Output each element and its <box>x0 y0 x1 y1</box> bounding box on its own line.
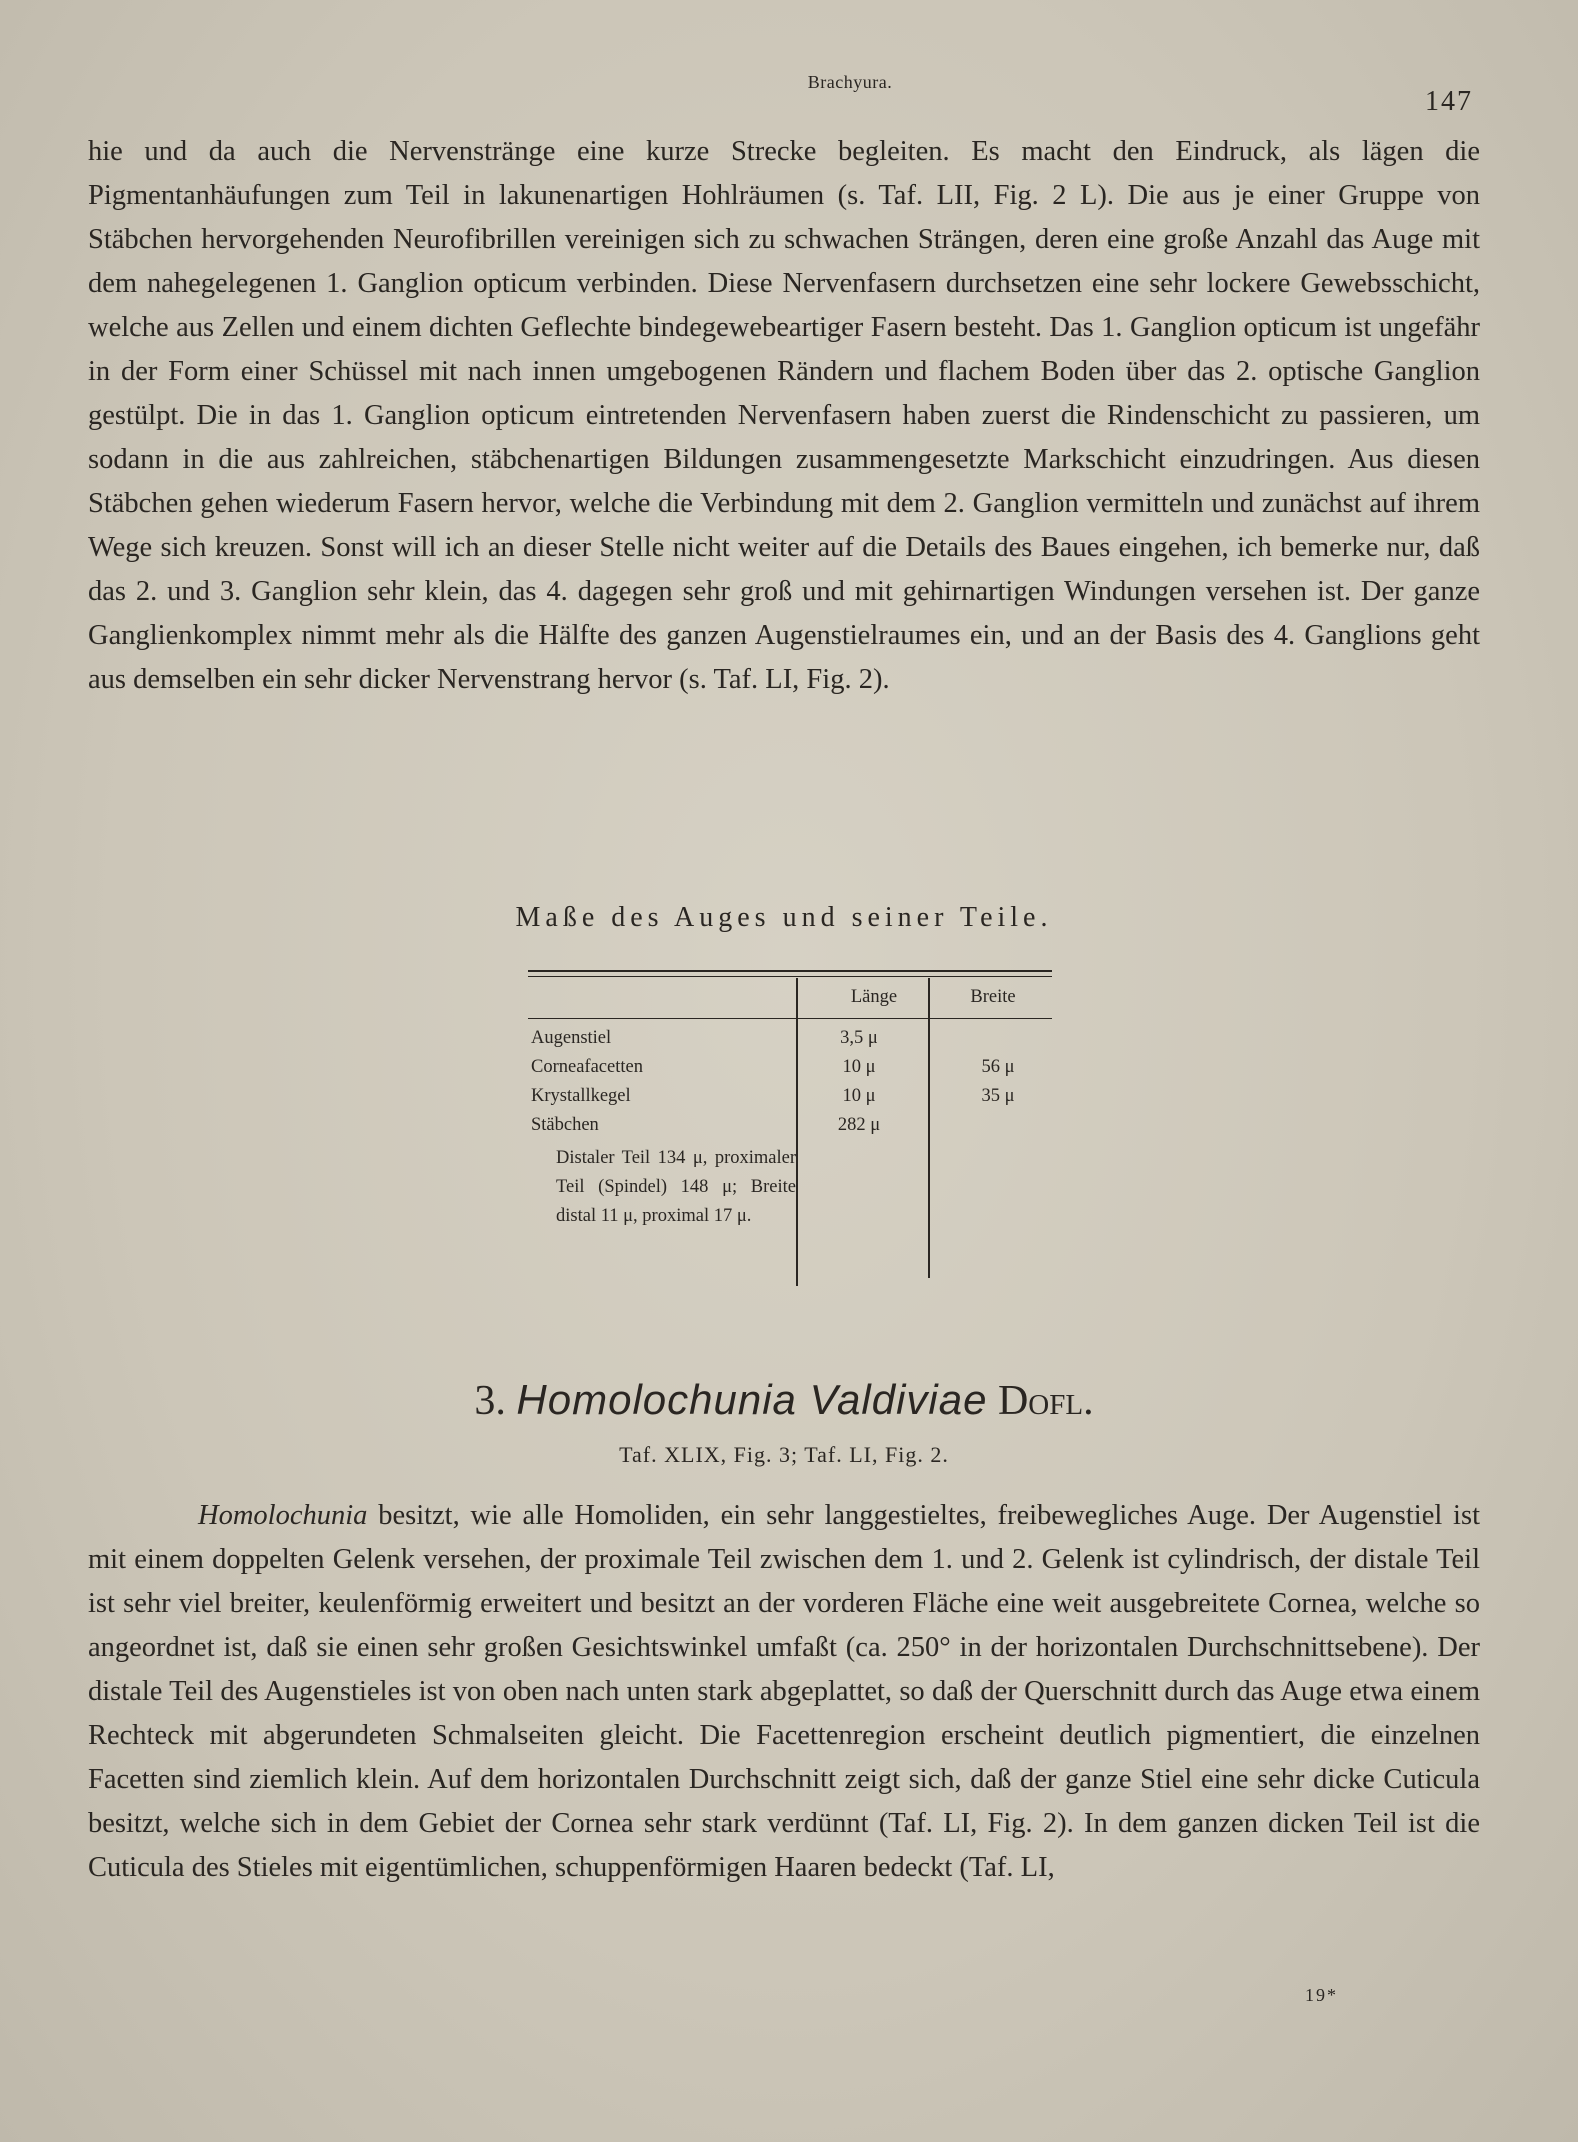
paragraph-text <box>88 1494 1480 1890</box>
row-label: Corneafacetten <box>531 1057 643 1077</box>
plate-reference: Taf. XLIX, Fig. 3; Taf. LI, Fig. 2. <box>619 1442 949 1467</box>
column-header-length: Länge <box>850 987 898 1007</box>
row-width: 35 μ <box>981 1086 1015 1106</box>
column-header-width: Breite <box>970 987 1016 1007</box>
signature-mark: 19* <box>1305 1985 1338 2005</box>
row-label: Krystallkegel <box>531 1086 631 1106</box>
table-rule-top <box>528 970 1052 972</box>
running-title: Brachyura. <box>807 72 893 92</box>
body-paragraph-1 <box>88 130 1480 702</box>
table-row <box>528 1115 1052 1144</box>
paragraph-text: hie und da auch die Nervenstränge eine kurze Strecke begleiten. Es macht den Eindruck, als lägen die Pigmentanhäufungen zum Teil in lakunenartigen Hohlräumen (s. Taf. LII, Fig. 2 L). Die aus je einer Gruppe von Stäbchen hervorgehenden Neurofibrillen vereinigen sich zu schwachen Strängen, deren eine große Anzahl das Auge mit dem nahegelegenen 1. Ganglion opticum verbinden. Diese Nervenfasern durchsetzen eine sehr lockere Gewebsschicht, welche aus Zellen und einem dichten Geflechte bindegewebeartiger Fasern besteht. Das 1. Ganglion opticum ist ungefähr in der Form einer Schüssel mit nach innen umgebogenen Rändern und flachem Boden über das 2. optische Ganglion gestülpt. Die in das 1. Ganglion opticum eintretenden Nervenfasern haben zuerst die Rindenschicht zu passieren, um sodann in die aus zahlreichen, stäbchenartigen Bildungen zusammengesetzte Markschicht einzudringen. Aus diesen Stäbchen gehen wiederum Fasern hervor, welche die Verbindung mit dem 2. Ganglion vermitteln und zunächst auf ihrem Wege sich kreuzen. Sonst will ich an dieser Stelle nicht weiter auf die Details des Baues eingehen, ich bemerke nur, daß das 2. und 3. Ganglion sehr klein, das 4. dagegen sehr groß und mit gehirnartigen Windungen versehen ist. Der ganze Ganglienkomplex nimmt mehr als die Hälfte des ganzen Augenstielraumes ein, und an der Basis des 4. Ganglions geht aus demselben ein sehr dicker Nervenstrang hervor (s. Taf. LI, Fig. 2). <box>88 136 1480 695</box>
table-rule-header <box>528 1018 1052 1019</box>
page-number: 147 <box>1425 86 1473 117</box>
genus-name: Homolochunia <box>198 1500 368 1531</box>
paragraph-body: besitzt, wie alle Homoliden, ein sehr langgestieltes, freibewegliches Auge. Der Augenstiel ist mit einem doppelten Gelenk versehen, der proximale Teil zwischen dem 1. und 2. Gelenk ist cylindrisch, der distale Teil ist sehr viel breiter, keulenförmig erweitert und besitzt an der vorderen Fläche eine weit ausgebreitete Cornea, welche so angeordnet ist, daß sie einen sehr großen Gesichtswinkel umfaßt (ca. 250° in der horizontalen Durchschnittsebene). Der distale Teil des Augenstieles ist von oben nach unten stark abgeplattet, so daß der Querschnitt durch das Auge etwa einem Rechteck mit abgerundeten Schmalseiten gleicht. Die Facettenregion erscheint deutlich pigmentiert, die einzelnen Facetten sind ziemlich klein. Auf dem horizontalen Durchschnitt zeigt sich, daß der ganze Stiel eine sehr dicke Cuticula besitzt, welche sich in dem Gebiet der Cornea sehr stark verdünnt (Taf. LI, Fig. 2). In dem ganzen dicken Teil ist die Cuticula des Stieles mit eigentümlichen, schuppenförmigen Haaren bedeckt (Taf. LI, <box>88 1500 1480 1883</box>
row-label: Augenstiel <box>531 1028 612 1048</box>
row-length: 10 μ <box>842 1086 876 1106</box>
section-heading <box>88 1376 1480 1425</box>
section-number: 3. <box>474 1378 506 1424</box>
row-length: 282 μ <box>837 1115 881 1135</box>
section-species: Homolochunia Valdiviae <box>516 1376 988 1423</box>
table-row <box>528 1057 1052 1086</box>
row-length: 3,5 μ <box>840 1028 878 1048</box>
table-row <box>528 1028 1052 1057</box>
row-label: Stäbchen <box>531 1115 599 1135</box>
section-author: Dofl. <box>997 1378 1094 1424</box>
body-paragraph-2 <box>88 1494 1480 1890</box>
row-length: 10 μ <box>842 1057 876 1077</box>
table-row-note: Distaler Teil 134 μ, proximaler Teil (Spindel) 148 μ; Breite distal 11 μ, proximal 17 μ. <box>556 1148 796 1226</box>
table-row <box>528 1086 1052 1115</box>
row-width: 56 μ <box>981 1057 1015 1077</box>
table-rule-top-thin <box>528 976 1052 977</box>
table-title: Maße des Auges und seiner Teile. <box>515 902 1053 933</box>
